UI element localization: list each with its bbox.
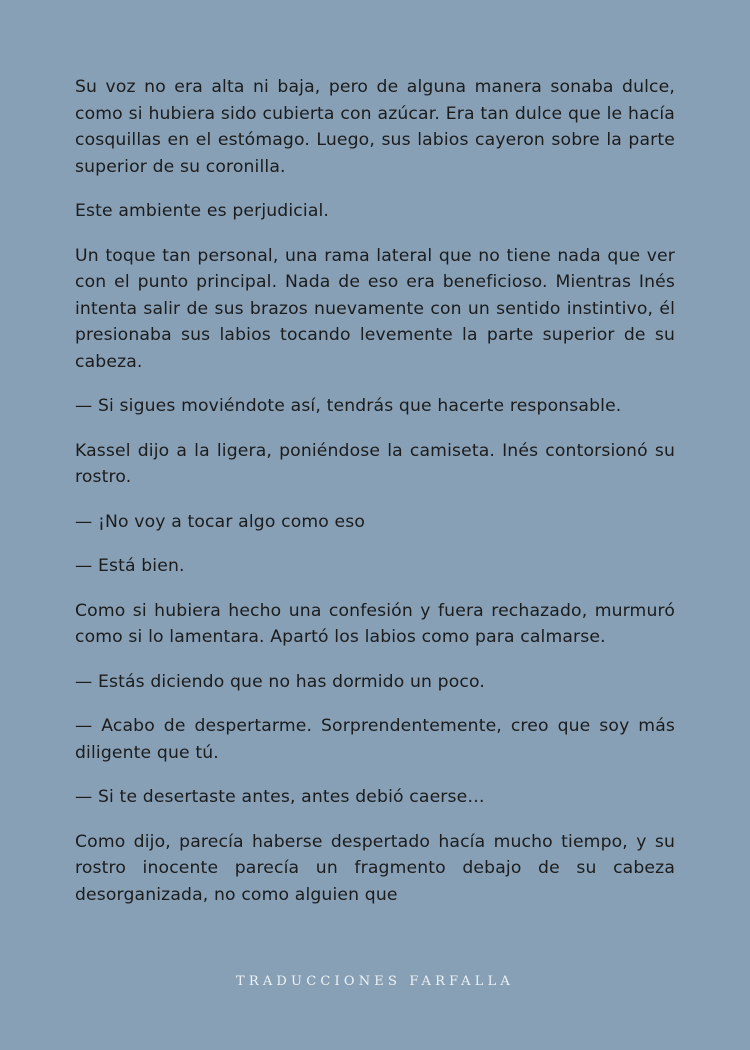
paragraph: — Está bien.: [75, 556, 185, 576]
paragraph: Como dijo, parecía haberse despertado hacía mucho tiempo, y su rostro inocente parecía un fragmento debajo de su cabeza desorganizada, no como alguien que: [75, 831, 675, 905]
paragraph: — ¡No voy a tocar algo como eso: [75, 511, 366, 532]
paragraph: Como si hubiera hecho una confesión y fuera rechazado, murmuró como si lo lamentara. Apartó los labios como para calmarse.: [75, 600, 675, 647]
paragraph: Este ambiente es perjudicial.: [75, 201, 330, 221]
paragraph: Su voz no era alta ni baja, pero de alguna manera sonaba dulce, como si hubiera sido cubierta con azúcar. Era tan dulce que le hacía cosquillas en el estómago. Luego, sus labios cayeron sobre la parte superior de su coronilla.: [75, 77, 675, 177]
paragraph: — Acabo de despertarme. Sorprendentemente, creo que soy más diligente que tú.: [75, 716, 675, 763]
paragraph: — Si te desertaste antes, antes debió caerse…: [75, 787, 485, 807]
body-text: [75, 74, 675, 972]
paragraph: Kassel dijo a la ligera, poniéndose la camiseta. Inés contorsionó su rostro.: [75, 440, 675, 487]
paragraph: — Estás diciendo que no has dormido un poco.: [75, 671, 485, 692]
footer-credit: TRADUCCIONES FARFALLA: [235, 974, 514, 989]
paragraph: Un toque tan personal, una rama lateral que no tiene nada que ver con el punto principal. Nada de eso era beneficioso. Mientras Inés intenta salir de sus brazos nuevamente con un sentido instintivo, él presionaba sus labios tocando levemente la parte superior de su cabeza.: [75, 245, 675, 372]
paragraph: — Si sigues moviéndote así, tendrás que hacerte responsable.: [75, 396, 622, 416]
